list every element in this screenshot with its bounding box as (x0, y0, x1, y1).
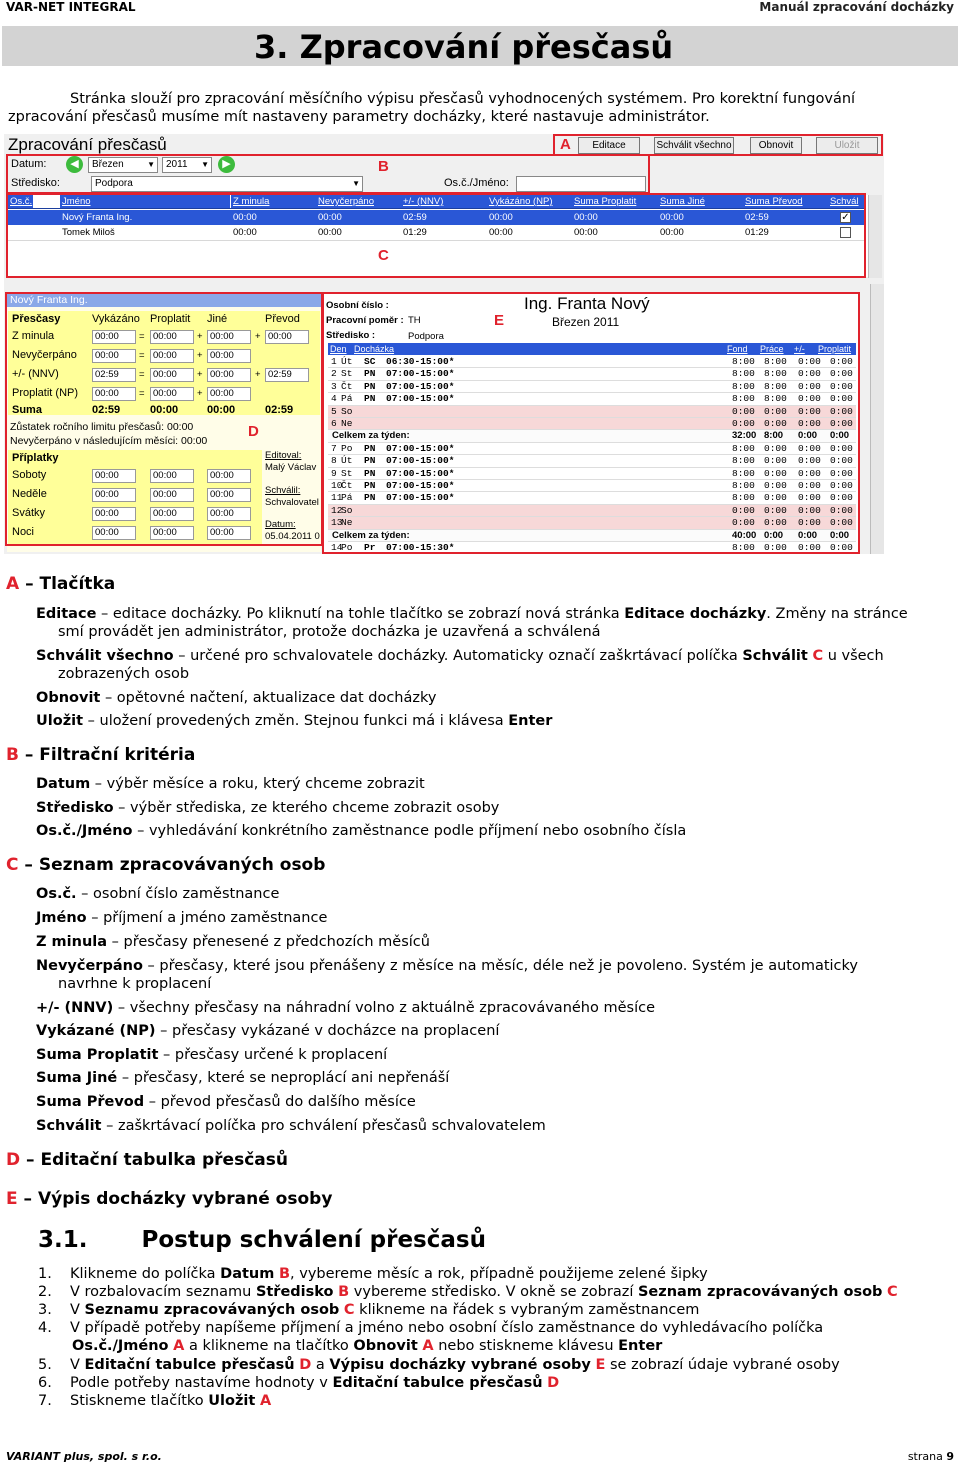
attendance-cell-proplatit: 0:00 (830, 467, 853, 479)
priplatek-field[interactable]: 00:00 (150, 488, 194, 502)
attendance-cell-time: 07:00-15:00* (386, 455, 455, 467)
attendance-cell-code: PN (364, 480, 376, 491)
section-a-editace: Editace – editace docházky. Po kliknutí na tohle tlačítko se zobrazí nová stránka Editace docházky. Změny na stránce smí provádět jen administrátor, protože docházka je uzavřená a schválená (36, 606, 908, 640)
editoval-value: Malý Václav (265, 462, 317, 473)
edit-head-proplatit: Proplatit (150, 313, 191, 325)
attendance-cell-code: PN (364, 393, 376, 405)
attendance-cell-time: 07:00-15:00* (386, 492, 455, 504)
step-2: 2. V rozbalovacím seznamu Středisko B vybereme středisko. V okně se zobrazí Seznam zpracovávaných osob C (38, 1284, 898, 1300)
attendance-cell-label: Celkem za týden: (332, 430, 410, 442)
section-c-item: Z minula – přesčasy přenesené z předchozích měsíců (36, 934, 430, 950)
step-6: 6. Podle potřeby nastavíme hodnoty v Editační tabulce přesčasů D (38, 1375, 560, 1391)
attendance-cell-plusminus: 0:00 (798, 542, 821, 553)
edit-prevod-field[interactable]: 02:59 (265, 368, 309, 382)
osc-label: Os.č./Jméno: (444, 177, 509, 189)
attendance-cell-day: 14 (331, 542, 343, 553)
attendance-cell-code: Pr (364, 542, 376, 553)
intro-line-2: zpracování přesčasů musíme mít nastaveny parametry docházky, které nastavuje administrátor. (8, 109, 710, 125)
subsection-title: 3.1. Postup schválení přesčasů (38, 1227, 486, 1253)
section-c-item: Vykázané (NP) – přesčasy vykázané v docházce na proplacení (36, 1023, 500, 1039)
priplatek-label: Svátky (12, 507, 46, 519)
attendance-cell-fond: 8:00 (732, 368, 755, 380)
attendance-cell-fond: 8:00 (732, 542, 755, 553)
attendance-cell-day: 11 (331, 492, 343, 504)
row-proplatit: 00:00 (574, 212, 598, 223)
attendance-cell-weekday: Pá (341, 393, 353, 405)
attendance-cell-proplatit: 0:00 (830, 356, 853, 367)
section-c-item: +/- (NNV) – všechny přesčasy na náhradní volno z aktuálně zpracovávaného měsíce (36, 1000, 655, 1016)
edit-prevod-field[interactable]: 00:00 (265, 330, 309, 344)
month-select[interactable]: Březen ▼ (88, 157, 158, 173)
nevycerpano-next: Nevyčerpáno v následujícím měsíci: 00:00 (10, 435, 208, 447)
region-d-label: D (248, 423, 259, 440)
priplatek-field[interactable]: 00:00 (150, 469, 194, 483)
step-7: 7. Stiskneme tlačítko Uložit A (38, 1393, 272, 1409)
row-proplatit: 00:00 (574, 227, 598, 238)
row-nevycerpano: 00:00 (318, 227, 342, 238)
edit-row-label: Nevyčerpáno (12, 349, 77, 361)
attendance-cell-code: PN (364, 380, 376, 392)
attendance-cell-proplatit: 0:00 (830, 542, 853, 553)
attendance-cell-proplatit: 0:00 (830, 380, 853, 392)
edit-head-vykazano: Vykázáno (92, 313, 140, 325)
attendance-cell-plusminus: 0:00 (798, 455, 821, 467)
attendance-cell-proplatit: 0:00 (830, 517, 853, 529)
col-jmeno[interactable]: Jméno (60, 195, 230, 209)
att-osc-label: Osobní číslo : (326, 300, 389, 311)
attendance-scrollbar[interactable] (870, 284, 884, 554)
attendance-cell-proplatit: 0:00 (830, 455, 853, 467)
section-a-ulozit: Uložit – uložení provedených změn. Stejnou funkci má i klávesa Enter (36, 713, 553, 729)
col-nnv[interactable]: +/- (NNV) (401, 195, 487, 209)
priplatek-field[interactable]: 00:00 (92, 526, 136, 540)
attendance-cell-plusminus: 0:00 (798, 380, 821, 392)
attendance-cell-plusminus: 0:00 (798, 529, 818, 541)
attendance-cell-day: 2 (331, 368, 337, 380)
row-prevod: 01:29 (745, 227, 769, 238)
header-product: VAR-NET INTEGRAL (6, 0, 136, 14)
schvalit-vse-button[interactable]: Schválit všechno (654, 137, 734, 154)
edit-head-prevod: Převod (265, 313, 300, 325)
priplatek-field[interactable]: 00:00 (207, 526, 251, 540)
section-c-item: Suma Proplatit – přesčasy určené k proplacení (36, 1047, 388, 1063)
chapter-title: 3. Zpracování přesčasů (254, 28, 674, 66)
attendance-cell-plusminus: 0:00 (798, 368, 821, 380)
attendance-cell-plusminus: 0:00 (798, 418, 821, 429)
chapter-title-bar (2, 26, 958, 66)
attendance-cell-time: 07:00-15:30* (386, 542, 455, 553)
attendance-cell-time: 07:00-15:00* (386, 380, 455, 392)
attendance-cell-weekday: Út (341, 455, 353, 467)
att-col-plusminus[interactable]: +/- (794, 344, 805, 354)
attendance-cell-fond: 32:00 (732, 430, 757, 442)
intro-paragraph (8, 90, 956, 126)
attendance-cell-proplatit: 0:00 (830, 430, 850, 442)
att-col-dochazka[interactable]: Docházka (354, 344, 395, 354)
attendance-cell-code: SC (364, 356, 376, 367)
attendance-cell-fond: 8:00 (732, 455, 755, 467)
edit-jine-field[interactable]: 00:00 (207, 330, 251, 344)
attendance-cell-weekday: Pá (341, 492, 353, 504)
attendance-cell-weekday: So (341, 504, 353, 516)
attendance-cell-prace: 0:00 (764, 455, 787, 467)
att-stredisko-value: Podpora (408, 331, 444, 342)
edit-vykazano-field[interactable]: 00:00 (92, 387, 136, 401)
attendance-cell-time: 07:00-15:00* (386, 442, 455, 454)
attendance-cell-prace: 0:00 (764, 504, 787, 516)
attendance-cell-prace: 0:00 (764, 418, 787, 429)
edit-row-label: Proplatit (NP) (12, 387, 79, 399)
edit-proplatit-field[interactable]: 00:00 (150, 368, 194, 382)
attendance-cell-time: 07:00-15:00* (386, 393, 455, 405)
attendance-cell-prace: 0:00 (764, 492, 787, 504)
attendance-cell-weekday: Po (341, 442, 353, 454)
row-nnv: 01:29 (403, 227, 427, 238)
editace-button[interactable]: Editace (578, 137, 640, 154)
schvalil-value: Schvalovatel (265, 497, 319, 508)
chevron-down-icon: ▼ (147, 160, 155, 169)
priplatek-label: Noci (12, 526, 35, 538)
zustatek-limit: Zůstatek ročního limitu přesčasů: 00:00 (10, 421, 194, 433)
edit-suma-vykazano: 02:59 (92, 404, 121, 416)
section-b-osc: Os.č./Jméno – vyhledávání konkrétního zaměstnance podle příjmení nebo osobního čísla (36, 823, 687, 839)
schvalit-checkbox[interactable]: ✓ (841, 212, 850, 223)
attendance-cell-label: Celkem za týden: (332, 529, 410, 541)
attendance-cell-fond: 8:00 (732, 380, 755, 392)
attendance-cell-weekday: Ne (341, 517, 353, 529)
edit-jine-field[interactable]: 00:00 (207, 387, 251, 401)
attendance-cell-day: 12 (331, 504, 343, 516)
priplatek-label: Neděle (12, 488, 47, 500)
attendance-cell-plusminus: 0:00 (798, 393, 821, 405)
attendance-cell-day: 13 (331, 517, 343, 529)
section-b-datum: Datum – výběr měsíce a roku, který chceme zobrazit (36, 776, 425, 792)
attendance-cell-plusminus: 0:00 (798, 517, 821, 529)
att-osc-value: TH (408, 315, 421, 326)
priplatek-field[interactable]: 00:00 (207, 488, 251, 502)
region-e-box (322, 292, 860, 554)
attendance-cell-day: 4 (331, 393, 337, 405)
attendance-cell-prace: 0:00 (764, 467, 787, 479)
editoval-label: Editoval: (265, 450, 302, 461)
footer-company: VARIANT plus, spol. s r.o. (6, 1450, 162, 1463)
section-c-item: Suma Jiné – přesčasy, které se neproplácí ani nepřenáší (36, 1070, 450, 1086)
attendance-cell-day: 3 (331, 380, 337, 392)
screen-title: Zpracování přesčasů (8, 135, 167, 154)
chevron-down-icon: ▼ (352, 179, 360, 188)
attendance-cell-day: 7 (331, 442, 337, 454)
attendance-cell-fond: 8:00 (732, 480, 755, 491)
row-z-minula: 00:00 (233, 227, 257, 238)
edit-proplatit-field[interactable]: 00:00 (150, 349, 194, 363)
att-person-name: Ing. Franta Nový (524, 294, 650, 313)
priplatek-label: Soboty (12, 469, 47, 481)
attendance-cell-proplatit: 0:00 (830, 393, 853, 405)
col-nevycerpano[interactable]: Nevyčerpáno (316, 195, 401, 209)
edit-proplatit-field[interactable]: 00:00 (150, 330, 194, 344)
footer-page: strana 9 (907, 1450, 954, 1463)
attendance-cell-prace: 0:00 (764, 517, 787, 529)
attendance-cell-time: 07:00-15:00* (386, 480, 455, 491)
edit-jine-field[interactable]: 00:00 (207, 368, 251, 382)
attendance-cell-weekday: St (341, 467, 353, 479)
chevron-down-icon: ▼ (201, 160, 209, 169)
attendance-cell-fond: 8:00 (732, 393, 755, 405)
attendance-cell-plusminus: 0:00 (798, 480, 821, 491)
col-jine[interactable]: Suma Jiné (658, 195, 743, 209)
intro-line-1: Stránka slouží pro zpracování měsíčního výpisu přesčasů vyhodnocených systémem. Pro korektní fungování (70, 91, 856, 107)
list-scrollbar[interactable] (868, 195, 882, 278)
section-c-item: Os.č. – osobní číslo zaměstnance (36, 886, 280, 902)
attendance-cell-proplatit: 0:00 (830, 480, 853, 491)
attendance-cell-proplatit: 0:00 (830, 504, 853, 516)
attendance-cell-fond: 0:00 (732, 504, 755, 516)
edit-suma-label: Suma (12, 404, 42, 416)
priplatek-field[interactable]: 00:00 (207, 507, 251, 521)
attendance-cell-time: 07:00-15:00* (386, 467, 455, 479)
edit-head-prescasy: Přesčasy (12, 313, 61, 325)
attendance-cell-fond: 0:00 (732, 405, 755, 417)
edit-vykazano-field[interactable]: 02:59 (92, 368, 136, 382)
edit-person-name: Nový Franta Ing. (7, 294, 321, 307)
att-pomer-label: Pracovní poměr : (326, 315, 404, 326)
row-np: 00:00 (489, 212, 513, 223)
attendance-cell-prace: 8:00 (764, 393, 787, 405)
section-b-stredisko: Středisko – výběr střediska, ze kterého chceme zobrazit osoby (36, 800, 500, 816)
attendance-cell-proplatit: 0:00 (830, 405, 853, 417)
header-manual-title: Manuál zpracování docházky (759, 0, 954, 14)
region-c-label: C (378, 247, 389, 264)
region-c-box (6, 193, 866, 278)
attendance-cell-prace: 0:00 (764, 542, 787, 553)
attendance-cell-fond: 40:00 (732, 529, 757, 541)
attendance-cell-weekday: Po (341, 542, 353, 553)
region-b-label: B (378, 158, 389, 175)
row-np: 00:00 (489, 227, 513, 238)
step-1: 1. Klikneme do políčka Datum B, vybereme měsíc a rok, případně použijeme zelené šipky (38, 1266, 708, 1282)
next-month-arrow-icon[interactable]: ▶ (218, 156, 235, 173)
attendance-cell-day: 1 (331, 356, 337, 367)
attendance-cell-proplatit: 0:00 (830, 492, 853, 504)
attendance-cell-prace: 0:00 (764, 442, 787, 454)
edit-suma-prevod: 02:59 (265, 404, 294, 416)
attendance-cell-day: 9 (331, 467, 337, 479)
att-period: Březen 2011 (552, 315, 620, 329)
attendance-cell-plusminus: 0:00 (798, 492, 821, 504)
priplatek-field[interactable]: 00:00 (207, 469, 251, 483)
edit-jine-field[interactable]: 00:00 (207, 349, 251, 363)
priplatek-field[interactable]: 00:00 (150, 507, 194, 521)
attendance-cell-fond: 8:00 (732, 356, 755, 367)
attendance-cell-prace: 8:00 (764, 368, 787, 380)
edit-row-label: Z minula (12, 330, 55, 342)
attendance-cell-day: 8 (331, 455, 337, 467)
app-screenshot: Zpracování přesčasů A Editace Schválit všechno Obnovit Uložit B Datum: ◀ Březen ▼ 2011 ▼ ▶ Středisko: Podpora ▼ Os.č./Jméno: Os.č. Jméno Z minula Nevyčerpáno +/- (NNV) Vykázáno (NP) Suma Proplatit Suma Jiné Suma Převod Schvál Nový Franta Ing. 00:00 00:00 02:59 00:00 00:00 00:00 02:59 ✓ Tomek Miloš 00:00 00:00 01:29 00:00 00:00 00:00 01:29 C Nový Franta Ing. Přesčasy Vykázáno Proplatit Jiné Převod Z minula 00:00 = 00:00 + 00:00 + 00:00 Nevyčerpáno 00:00 = 00:00 + 00:00 +/- (NNV) 02:59 = 00:00 + 00:00 + 02:59 Proplatit (NP) 00:00 = 00:00 + 00:00 Suma 02:59 00:00 00:00 02:59 Zůstatek ročního limitu přesčasů: 00:00 Nevyčerpáno v následujícím měsíci: 00:00 D Příplatky Soboty Neděle Svátky Noci 00:00 00:00 00:00 00:00 00:00 00:00 00:00 00:00 00:00 00:00 00:00 00:00 Editoval: Malý Václav Schválil: Schvalovatel Datum: 05.04.2011 0 Osobní číslo : Pracovní poměr : TH Středisko : Podpora Ing. Franta Nový Březen 2011 E Den Docházka Fond Práce +/- Proplatit 1 Út SC 06:30-15:00* 8:00 8:00 0:00 0:00 2 St PN 07:00-15:00* 8:00 8:00 0:00 0:00 3 Čt PN 07:00-15:00* 8:00 8:00 0:00 0:00 4 Pá PN 07:00-15:00* 8:00 8:00 0:00 0:00 5 So 0:00 0:00 0:00 0:00 6 Ne 0:00 0:00 0:00 0:00 Celkem za týden: 32:00 8:00 0:00 0:00 7 Po PN 07:00-15:00* 8:00 0:00 0:00 0:00 8 Út PN 07:00-15:00* 8:00 0:00 0:00 0:00 9 St PN 07:00-15:00* 8:00 0:00 0:00 0:00 10 Čt PN 07:00-15:00* 8:00 0:00 0:00 0:00 11 Pá PN 07:00-15:00* 8:00 0:00 0:00 0:00 12 So 0:00 0:00 0:00 0:00 13 Ne 0:00 0:00 0:00 0:00 Celkem za týden: 40:00 0:00 0:00 0:00 14 Po Pr 07:00-15:30* 8:00 0:00 0:00 0:00 (4, 134, 884, 554)
col-schval[interactable]: Schvál (828, 195, 864, 209)
attendance-cell-proplatit: 0:00 (830, 418, 853, 429)
attendance-cell-prace: 8:00 (764, 380, 787, 392)
att-col-den[interactable]: Den (330, 344, 347, 354)
step-4: 4. V případě potřeby napíšeme příjmení a jméno nebo osobní číslo zaměstnance do vyhledávacího políčka Os.č./Jméno A a klikneme na tlačítko Obnovit A nebo stiskneme klávesu Enter (38, 1320, 824, 1354)
region-e-label: E (494, 312, 505, 329)
attendance-cell-weekday: Ne (341, 418, 353, 429)
attendance-cell-code: PN (364, 368, 376, 380)
region-a-label: A (560, 136, 571, 153)
region-d-box (5, 292, 323, 546)
step-3: 3. V Seznamu zpracovávaných osob C klikneme na řádek s vybraným zaměstnancem (38, 1302, 700, 1318)
attendance-cell-plusminus: 0:00 (798, 430, 818, 442)
attendance-cell-prace: 8:00 (764, 430, 784, 442)
section-c-item: Schválit – zaškrtávací políčka pro schválení přesčasů schvalovatelem (36, 1118, 546, 1134)
attendance-cell-plusminus: 0:00 (798, 442, 821, 454)
prev-month-arrow-icon[interactable]: ◀ (66, 156, 83, 173)
datum-label: Datum: (11, 158, 47, 170)
row-nevycerpano: 00:00 (318, 212, 342, 223)
col-proplatit[interactable]: Suma Proplatit (572, 195, 658, 209)
edit-head-jine: Jiné (207, 313, 228, 325)
att-stredisko-label: Středisko : (326, 330, 376, 341)
attendance-cell-plusminus: 0:00 (798, 467, 821, 479)
attendance-cell-proplatit: 0:00 (830, 529, 850, 541)
col-z-minula[interactable]: Z minula (231, 195, 316, 209)
datum-edit-label: Datum: (265, 519, 296, 530)
attendance-cell-day: 6 (331, 418, 337, 429)
section-c-item: Jméno – příjmení a jméno zaměstnance (36, 910, 328, 926)
section-e-heading: E – Výpis docházky vybrané osoby (6, 1189, 333, 1209)
attendance-cell-prace: 0:00 (764, 480, 787, 491)
section-a-heading: A – Tlačítka (6, 574, 116, 594)
edit-suma-proplatit: 00:00 (150, 404, 179, 416)
attendance-cell-fond: 0:00 (732, 517, 755, 529)
section-c-heading: C – Seznam zpracovávaných osob (6, 855, 326, 875)
attendance-cell-weekday: So (341, 405, 353, 417)
attendance-cell-fond: 8:00 (732, 492, 755, 504)
attendance-cell-time: 06:30-15:00* (386, 356, 455, 367)
attendance-cell-day: 10 (331, 480, 343, 491)
col-np[interactable]: Vykázáno (NP) (487, 195, 572, 209)
priplatek-field[interactable]: 00:00 (150, 526, 194, 540)
attendance-cell-code: PN (364, 455, 376, 467)
section-b-heading: B – Filtrační kritéria (6, 745, 196, 765)
attendance-cell-weekday: Čt (341, 380, 353, 392)
section-c-item: Suma Převod – převod přesčasů do dalšího měsíce (36, 1094, 416, 1110)
row-nnv: 02:59 (403, 212, 427, 223)
attendance-cell-weekday: Čt (341, 480, 353, 491)
row-z-minula: 00:00 (233, 212, 257, 223)
row-name: Tomek Miloš (62, 227, 115, 238)
edit-proplatit-field[interactable]: 00:00 (150, 387, 194, 401)
attendance-cell-fond: 8:00 (732, 467, 755, 479)
edit-suma-jine: 00:00 (207, 404, 236, 416)
attendance-cell-code: PN (364, 492, 376, 504)
section-a-schvalit: Schválit všechno – určené pro schvalovatele docházky. Automaticky označí zaškrtávací políčka Schválit C u všech zobrazených osob (36, 648, 884, 682)
row-name: Nový Franta Ing. (62, 212, 133, 223)
attendance-cell-code: PN (364, 442, 376, 454)
attendance-cell-plusminus: 0:00 (798, 405, 821, 417)
section-c-item: Nevyčerpáno – přesčasy, které jsou přenášeny z měsíce na měsíc, déle než je povoleno. Systém je automaticky navrhne k proplacení (36, 958, 858, 992)
priplatek-field[interactable]: 00:00 (92, 507, 136, 521)
obnovit-button[interactable]: Obnovit (750, 137, 802, 154)
attendance-cell-fond: 0:00 (732, 418, 755, 429)
priplatek-field[interactable]: 00:00 (92, 488, 136, 502)
edit-row-label: +/- (NNV) (12, 368, 59, 380)
attendance-cell-code: PN (364, 467, 376, 479)
section-d-heading: D – Editační tabulka přesčasů (6, 1150, 288, 1170)
row-jine: 00:00 (660, 227, 684, 238)
priplatky-heading: Příplatky (12, 452, 59, 464)
att-col-fond[interactable]: Fond (727, 344, 748, 354)
att-col-proplatit[interactable]: Proplatit (818, 344, 852, 354)
attendance-cell-weekday: St (341, 368, 353, 380)
attendance-cell-prace: 0:00 (764, 405, 787, 417)
osc-search-input[interactable] (516, 176, 646, 192)
col-osc[interactable]: Os.č. (10, 196, 33, 207)
col-prevod[interactable]: Suma Převod (743, 195, 828, 209)
attendance-cell-plusminus: 0:00 (798, 504, 821, 516)
schvalil-label: Schválil: (265, 485, 301, 496)
attendance-cell-time: 07:00-15:00* (386, 368, 455, 380)
attendance-cell-proplatit: 0:00 (830, 368, 853, 380)
attendance-cell-prace: 8:00 (764, 356, 787, 367)
attendance-cell-day: 5 (331, 405, 337, 417)
section-a-obnovit: Obnovit – opětovné načtení, aktualizace dat docházky (36, 690, 437, 706)
attendance-cell-plusminus: 0:00 (798, 356, 821, 367)
attendance-cell-prace: 0:00 (764, 529, 784, 541)
priplatek-field[interactable]: 00:00 (92, 469, 136, 483)
datum-edit-value: 05.04.2011 0 (265, 531, 320, 542)
edit-vykazano-field[interactable]: 00:00 (92, 330, 136, 344)
step-5: 5. V Editační tabulce přesčasů D a Výpisu docházky vybrané osoby E se zobrazí údaje vybrané osoby (38, 1357, 840, 1373)
edit-vykazano-field[interactable]: 00:00 (92, 349, 136, 363)
attendance-cell-proplatit: 0:00 (830, 442, 853, 454)
ulozit-button[interactable]: Uložit (816, 137, 878, 154)
stredisko-label: Středisko: (11, 177, 60, 189)
attendance-cell-weekday: Út (341, 356, 353, 367)
row-prevod: 02:59 (745, 212, 769, 223)
year-select[interactable]: 2011 ▼ (162, 157, 212, 173)
att-col-prace[interactable]: Práce (760, 344, 784, 354)
attendance-cell-fond: 8:00 (732, 442, 755, 454)
stredisko-select[interactable]: Podpora ▼ (91, 176, 363, 192)
row-jine: 00:00 (660, 212, 684, 223)
